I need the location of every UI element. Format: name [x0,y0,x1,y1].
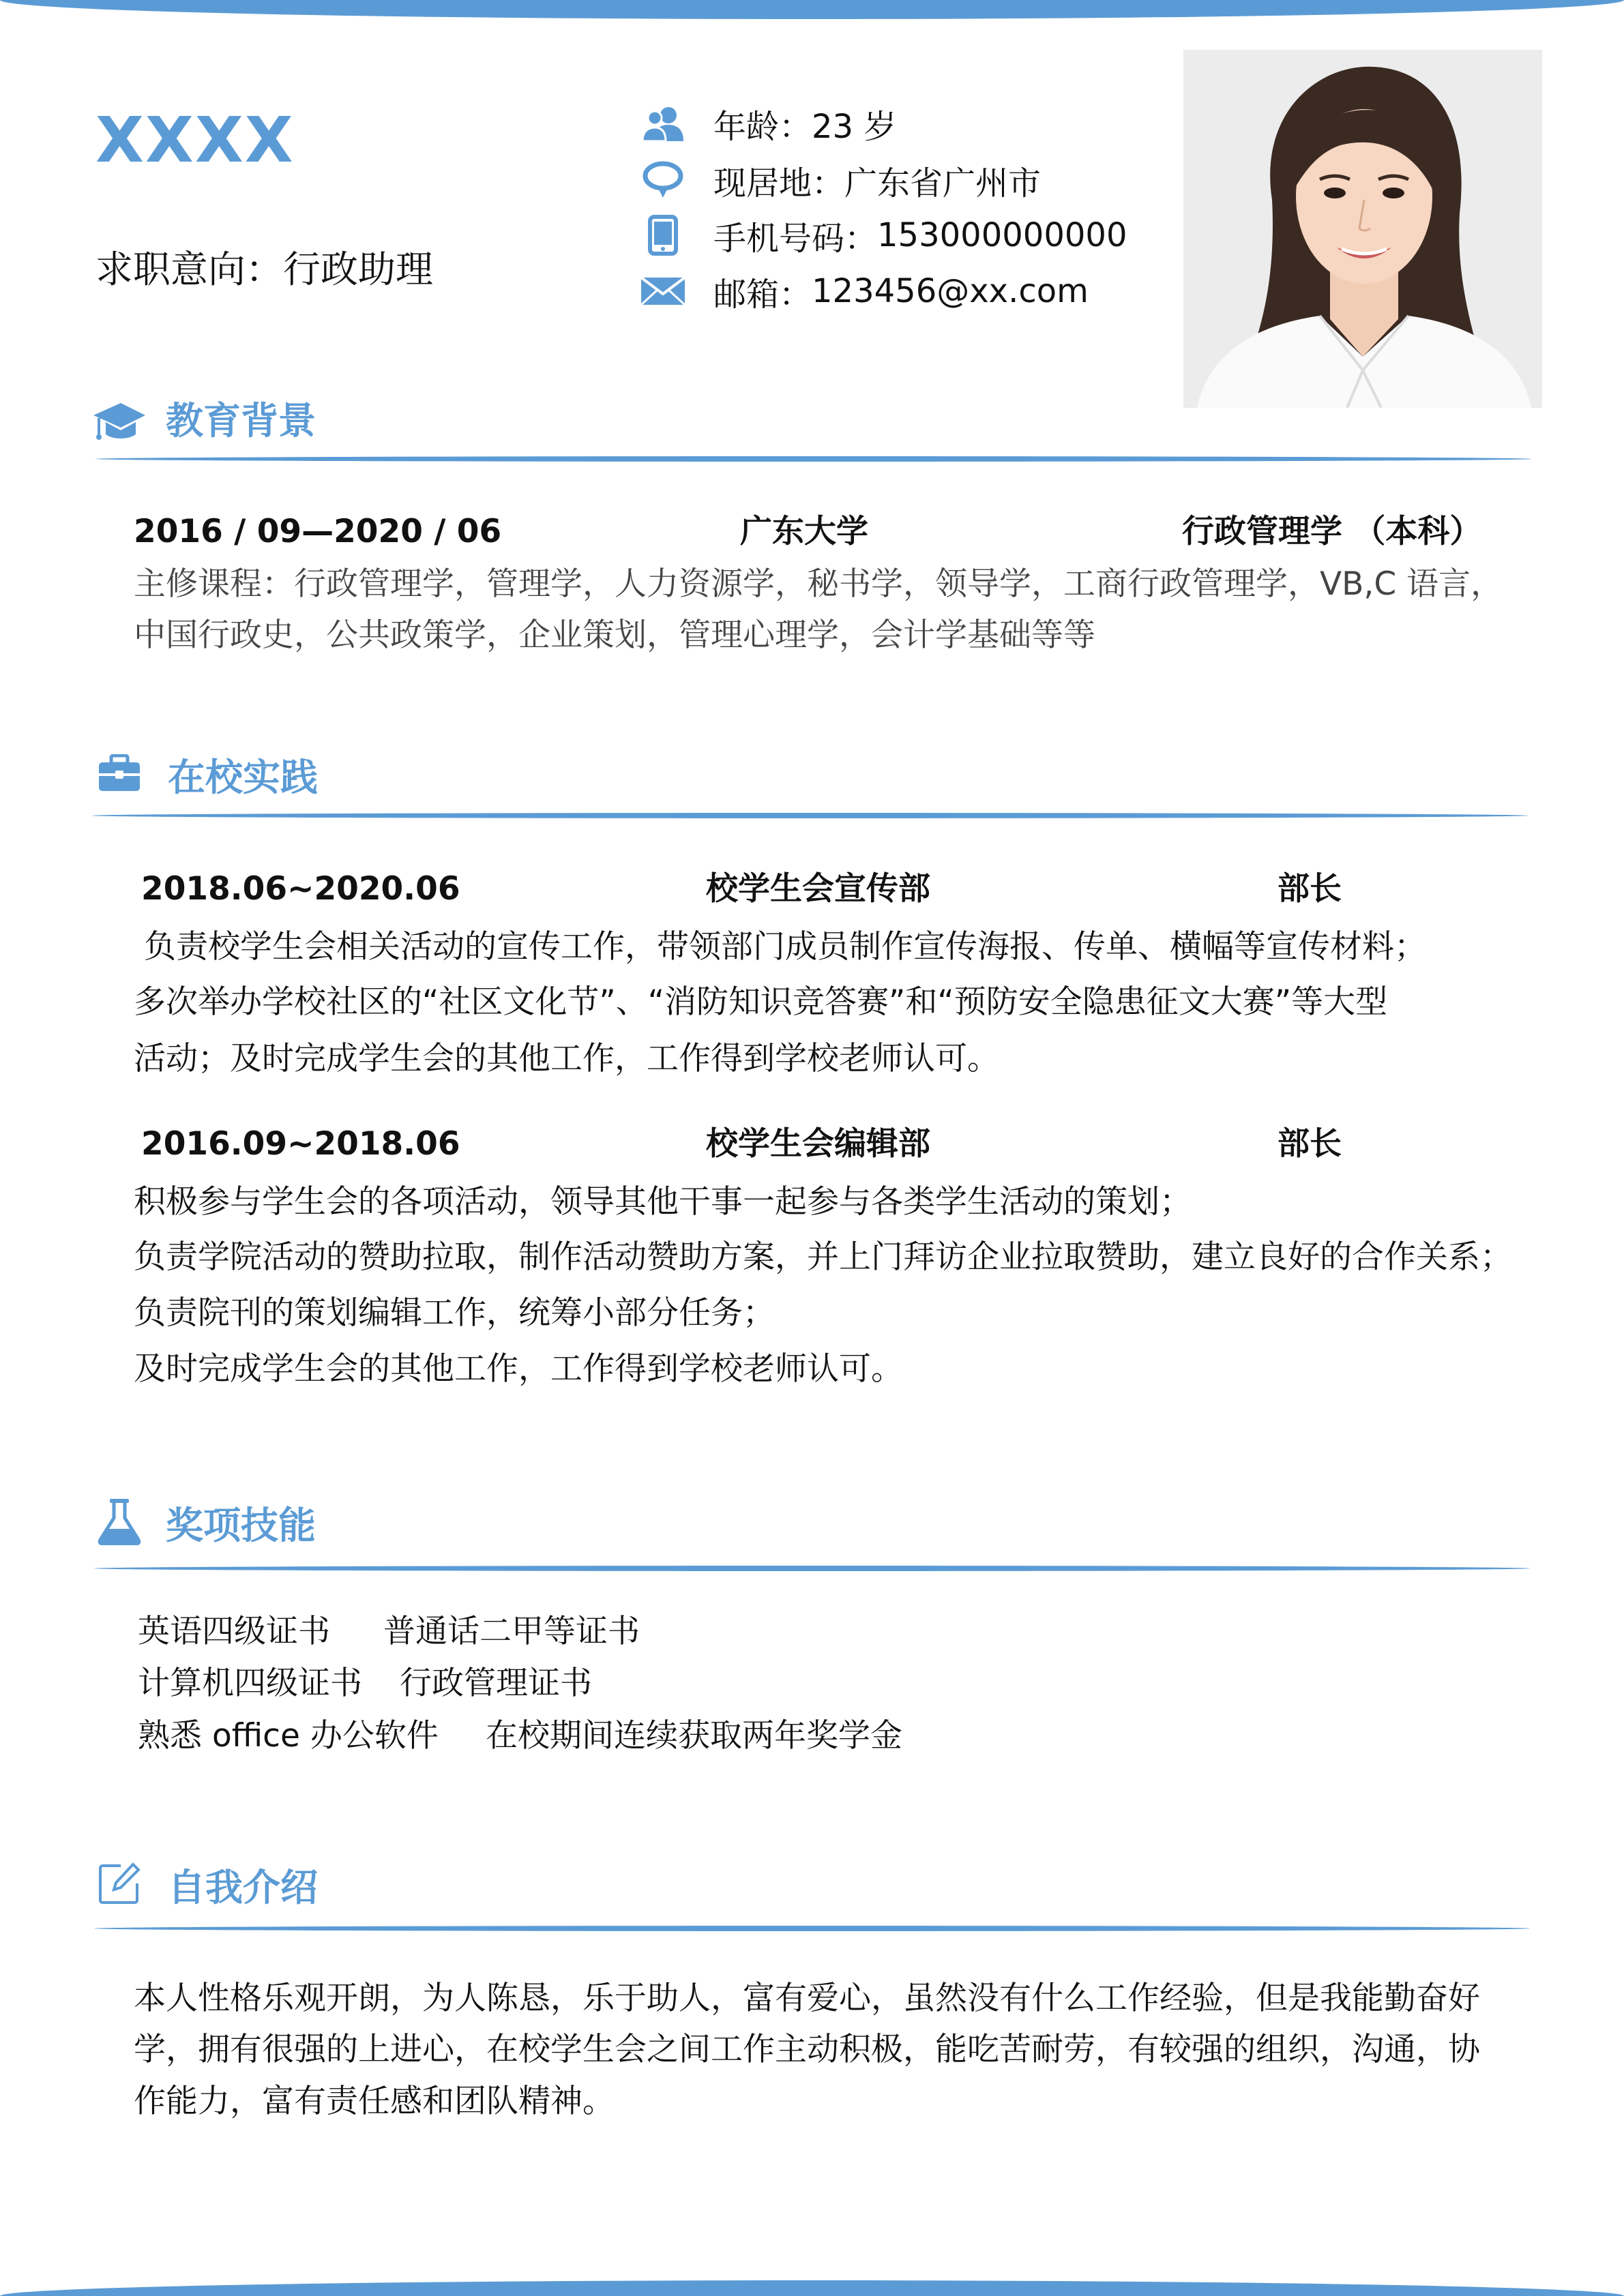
envelope-icon [641,271,685,312]
practice-period-1: 2018.06~2020.06 [141,870,460,908]
contact-age [641,100,896,147]
skill-item: 普通话二甲等证书 [383,1613,640,1650]
contact-location [641,156,1041,204]
job-objective-label: 求职意向： [95,248,284,291]
contact-email-value: 123456@xx.com [812,272,1089,310]
top-accent-bar [0,0,1624,19]
practice-2-line-2: 负责学院活动的赞助拉取，制作活动赞助方案，并上门拜访企业拉取赞助，建立良好的合作关系； [134,1238,1512,1276]
education-courses-line2: 中国行政史，公共政策学，企业策划，管理心理学，会计学基础等等 [134,616,1095,654]
skill-item: 熟悉 office 办公软件 [138,1717,439,1755]
contact-age-label: 年龄： [713,107,812,146]
section-title-intro: 自我介绍 [168,1866,319,1909]
practice-1-line-2: 多次举办学校社区的“社区文化节”、“消防知识竞答赛”和“预防安全隐患征文大赛”等大型 [134,983,1388,1021]
briefcase-icon [98,754,152,802]
skill-item: 行政管理证书 [400,1665,592,1702]
practice-period-2: 2016.09~2018.06 [141,1125,460,1163]
education-period: 2016 / 09—2020 / 06 [134,513,502,550]
graduation-cap-icon [92,398,147,445]
job-objective-value: 行政助理 [283,248,434,291]
contact-location-label: 现居地： [713,164,845,203]
section-title-education: 教育背景 [166,399,316,443]
contact-age-value: 23 岁 [812,107,897,146]
candidate-name: XXXX [95,104,295,177]
skill-item: 在校期间连续获取两年奖学金 [486,1717,902,1755]
section-rule-education [95,456,1531,462]
contact-email [641,267,1089,315]
contact-phone-value: 153000000000 [877,216,1127,254]
education-courses-line1: 主修课程：行政管理学，管理学，人力资源学，秘书学，领导学，工商行政管理学，VB,C 语言， [134,565,1503,603]
users-icon [641,103,685,144]
practice-2-line-1: 积极参与学生会的各项活动，领导其他干事一起参与各类学生活动的策划； [134,1183,1192,1221]
skill-item: 计算机四级证书 [138,1665,362,1702]
contact-location-value: 广东省广州市 [844,164,1042,203]
intro-line-2: 学，拥有很强的上进心，在校学生会之间工作主动积极，能吃苦耐劳，有较强的组织，沟通，协 [134,2031,1480,2068]
practice-role-2: 部长 [1278,1125,1342,1163]
contact-phone [641,211,1127,259]
practice-2-line-3: 负责院刊的策划编辑工作，统筹小部分任务； [134,1294,775,1332]
bottom-accent-bar [0,2280,1624,2296]
section-rule-skills [94,1566,1530,1571]
education-major: 行政管理学 （本科） [1182,513,1482,550]
skill-item: 英语四级证书 [138,1613,330,1650]
section-title-practice: 在校实践 [168,756,319,799]
mobile-phone-icon [641,215,685,256]
section-rule-intro [94,1926,1530,1931]
section-title-skills: 奖项技能 [166,1504,316,1547]
education-school: 广东大学 [740,513,868,550]
practice-1-line-3: 活动；及时完成学生会的其他工作，工作得到学校老师认可。 [134,1040,999,1077]
flask-icon [98,1497,152,1545]
practice-org-1: 校学生会宣传部 [706,870,930,908]
contact-phone-label: 手机号码： [713,219,878,258]
location-pin-icon [641,160,685,200]
job-objective [95,248,434,291]
section-rule-practice [92,813,1528,818]
intro-line-3: 作能力，富有责任感和团队精神。 [134,2083,615,2120]
edit-icon [98,1862,152,1909]
portrait-photo [1183,50,1542,408]
practice-2-line-4: 及时完成学生会的其他工作，工作得到学校老师认可。 [134,1350,903,1388]
practice-org-2: 校学生会编辑部 [706,1125,930,1163]
contact-email-label: 邮箱： [713,275,812,314]
intro-line-1: 本人性格乐观开朗，为人陈恳，乐于助人，富有爱心，虽然没有什么工作经验，但是我能勤奋好 [134,1980,1480,2017]
practice-1-line-1: 负责校学生会相关活动的宣传工作，带领部门成员制作宣传海报、传单、横幅等宣传材料； [134,928,1426,966]
practice-role-1: 部长 [1278,870,1342,908]
